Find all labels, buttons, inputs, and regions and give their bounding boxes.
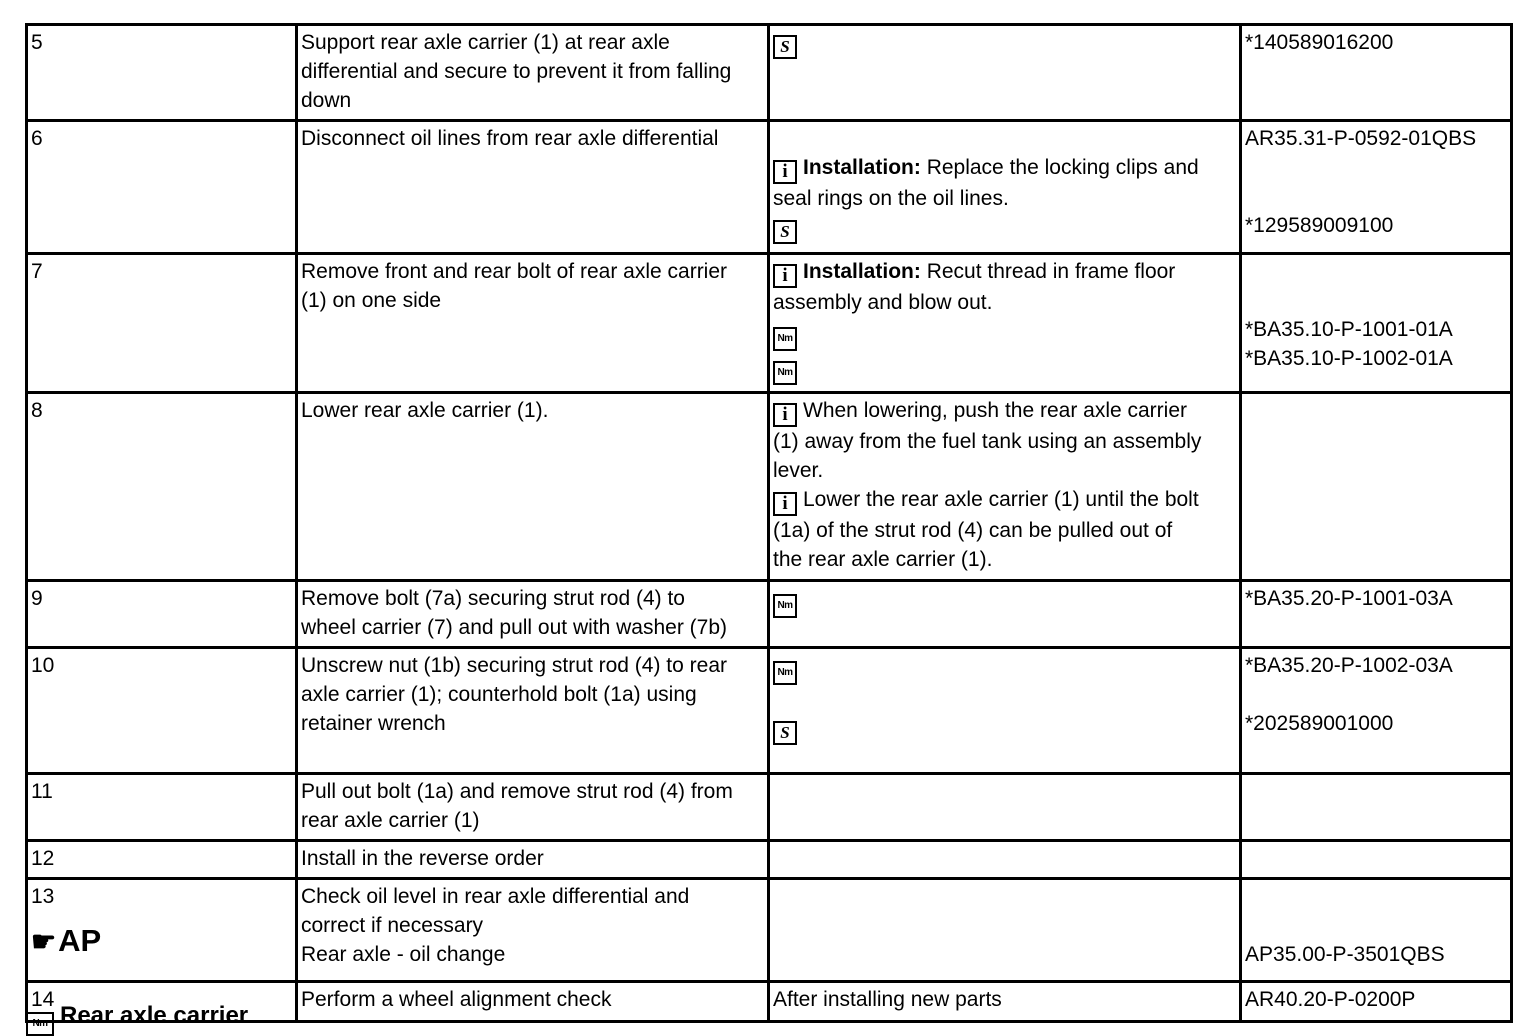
pointing-hand-icon: ☛ [31, 926, 57, 957]
action-line: Remove front and rear bolt of rear axle carrier [301, 260, 728, 283]
table-row [27, 254, 1512, 393]
step-action [297, 581, 769, 648]
reference-link[interactable]: *BA35.10-P-1001-01A [1245, 318, 1453, 341]
step-notes [769, 581, 1241, 648]
next-section-heading [26, 1002, 249, 1029]
step-notes [769, 879, 1241, 982]
table-row [27, 982, 1512, 1022]
info-icon[interactable]: i [773, 264, 797, 288]
table-row [27, 121, 1512, 254]
step-action [297, 254, 769, 393]
action-line: wheel carrier (7) and pull out with washer (7b) [301, 616, 728, 639]
nm-icon: Nm [26, 1012, 54, 1036]
table-row [27, 879, 1512, 982]
procedure-table [25, 23, 1513, 1023]
reference-link[interactable]: *BA35.10-P-1002-01A [1245, 347, 1453, 370]
note-text: Recut thread in frame floor [926, 260, 1176, 283]
section-title: Rear axle carrier [60, 1002, 249, 1029]
note-text: (1) away from the fuel tank using an assembly [773, 430, 1202, 453]
note-text: (1a) of the strut rod (4) can be pulled out of [773, 519, 1173, 542]
step-action [297, 25, 769, 121]
step-number [27, 879, 297, 982]
nm-icon[interactable]: Nm [773, 661, 797, 685]
step-number: 10 [27, 648, 297, 774]
action-line: Support rear axle carrier (1) at rear axle [301, 31, 670, 54]
action-line: Unscrew nut (1b) securing strut rod (4) to rear [301, 654, 727, 677]
action-line: Disconnect oil lines from rear axle differential [301, 127, 719, 150]
step-reference [1241, 648, 1512, 774]
step-number: 6 [27, 121, 297, 254]
reference-link[interactable]: AP35.00-P-3501QBS [1245, 943, 1445, 966]
action-line: Perform a wheel alignment check [301, 988, 612, 1011]
step-action [297, 982, 769, 1022]
table-row [27, 648, 1512, 774]
note-text: When lowering, push the rear axle carrier [803, 399, 1188, 422]
table-row [27, 25, 1512, 121]
step-number: 5 [27, 25, 297, 121]
step-action [297, 841, 769, 879]
installation-note [773, 153, 1235, 184]
step-notes [769, 648, 1241, 774]
note-text: Replace the locking clips and [926, 156, 1199, 179]
nm-icon[interactable]: Nm [773, 594, 797, 618]
step-notes [769, 774, 1241, 841]
action-line: down [301, 89, 352, 112]
action-line: axle carrier (1); counterhold bolt (1a) using [301, 683, 697, 706]
step-reference [1241, 982, 1512, 1022]
step-notes [769, 254, 1241, 393]
nm-icon[interactable]: Nm [773, 361, 797, 385]
action-line: correct if necessary [301, 914, 484, 937]
action-line: Pull out bolt (1a) and remove strut rod (4) from [301, 780, 733, 803]
action-line: (1) on one side [301, 289, 442, 312]
info-icon[interactable]: i [773, 160, 797, 184]
note-text: the rear axle carrier (1). [773, 548, 993, 571]
note-label: Installation: [803, 156, 921, 179]
step-number: 12 [27, 841, 297, 879]
info-note [773, 485, 1235, 516]
table-row [27, 581, 1512, 648]
step-action [297, 648, 769, 774]
reference-link[interactable]: AR35.31-P-0592-01QBS [1245, 127, 1477, 150]
note-text: Lower the rear axle carrier (1) until the bolt [803, 488, 1199, 511]
step-action [297, 393, 769, 581]
step-number: 8 [27, 393, 297, 581]
step-reference [1241, 879, 1512, 982]
step-number: 7 [27, 254, 297, 393]
action-line: differential and secure to prevent it from falling [301, 60, 732, 83]
step-action [297, 121, 769, 254]
step-action [297, 774, 769, 841]
step-reference [1241, 25, 1512, 121]
table-row [27, 774, 1512, 841]
step-notes [769, 25, 1241, 121]
action-line: retainer wrench [301, 712, 446, 735]
step-number: 9 [27, 581, 297, 648]
tool-icon[interactable]: S [773, 35, 797, 59]
action-line: rear axle carrier (1) [301, 809, 480, 832]
action-line: Install in the reverse order [301, 847, 544, 870]
info-icon[interactable]: i [773, 492, 797, 516]
reference-link[interactable]: *202589001000 [1245, 712, 1394, 735]
step-notes [769, 393, 1241, 581]
step-number: 11 [27, 774, 297, 841]
step-reference [1241, 393, 1512, 581]
step-reference [1241, 841, 1512, 879]
step-notes [769, 841, 1241, 879]
note-text: After installing new parts [773, 988, 1002, 1011]
tool-icon[interactable]: S [773, 721, 797, 745]
action-line: Remove bolt (7a) securing strut rod (4) to [301, 587, 685, 610]
note-text: lever. [773, 459, 824, 482]
installation-note [773, 257, 1235, 288]
reference-link[interactable]: *129589009100 [1245, 214, 1394, 237]
action-line: Lower rear axle carrier (1). [301, 399, 549, 422]
ap-label: AP [58, 923, 102, 958]
info-icon[interactable]: i [773, 403, 797, 427]
reference-link[interactable]: *BA35.20-P-1001-03A [1245, 587, 1453, 610]
note-label: Installation: [803, 260, 921, 283]
step-reference [1241, 254, 1512, 393]
reference-link[interactable]: AR40.20-P-0200P [1245, 988, 1416, 1011]
step-action [297, 879, 769, 982]
table-row [27, 393, 1512, 581]
step-reference [1241, 581, 1512, 648]
reference-link[interactable]: *140589016200 [1245, 31, 1394, 54]
tool-icon[interactable]: S [773, 220, 797, 244]
info-note [773, 396, 1235, 427]
step-reference [1241, 774, 1512, 841]
action-line: Rear axle - oil change [301, 943, 506, 966]
step-notes [769, 982, 1241, 1022]
step-reference [1241, 121, 1512, 254]
table-row [27, 841, 1512, 879]
note-text: assembly and blow out. [773, 291, 993, 314]
step-notes [769, 121, 1241, 254]
reference-link[interactable]: *BA35.20-P-1002-03A [1245, 654, 1453, 677]
action-line: Check oil level in rear axle differential and [301, 885, 690, 908]
ap-link-badge[interactable] [31, 923, 291, 960]
note-text: seal rings on the oil lines. [773, 187, 1009, 210]
nm-icon[interactable]: Nm [773, 327, 797, 351]
step-number-text: 13 [31, 885, 55, 908]
step-number: 14 [27, 982, 297, 1022]
